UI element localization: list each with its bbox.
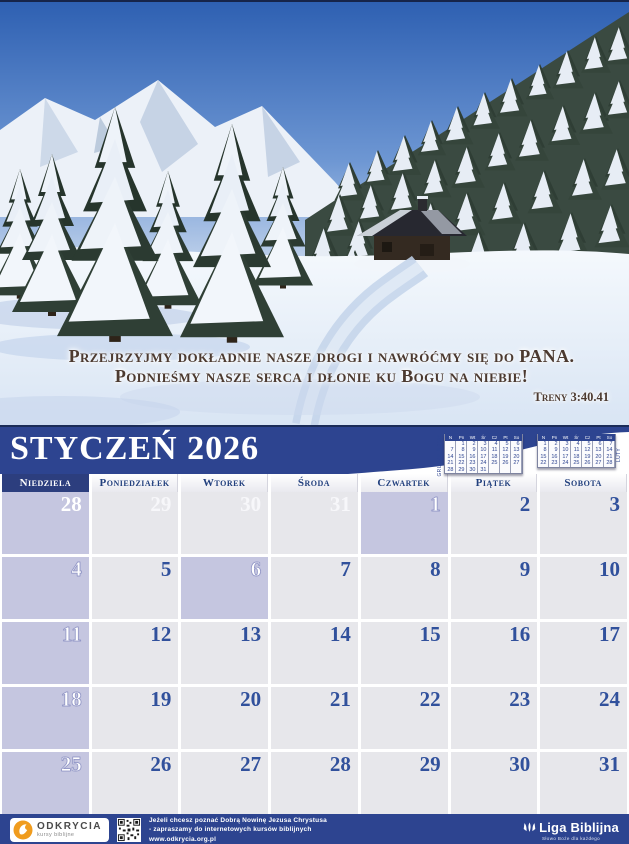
date-cell-normal-22 <box>361 687 448 749</box>
mini-date-cell: 19 <box>500 454 511 461</box>
date-cell-holiday-6 <box>181 557 268 619</box>
mini-date-cell: 3 <box>478 441 489 448</box>
mini-date-cell: 22 <box>538 460 549 467</box>
mini-date-cell: 17 <box>560 454 571 461</box>
date-cell-normal-31 <box>540 752 627 814</box>
date-cell-prev-30 <box>181 492 268 554</box>
date-number: 12 <box>150 622 172 646</box>
mini-date-cell: 26 <box>582 460 593 467</box>
mini-date-cell: 15 <box>456 454 467 461</box>
mini-day-abbr: Wt <box>560 434 571 441</box>
mini-date-cell: 14 <box>604 447 615 454</box>
mini-day-abbr: Pn <box>456 434 467 441</box>
odkrycia-subtitle: kursy biblijne <box>37 832 75 838</box>
mini-day-abbr: N <box>538 434 549 441</box>
mini-calendar-prev <box>437 434 523 477</box>
date-number: 4 <box>71 557 82 581</box>
mini-date-cell: 21 <box>604 454 615 461</box>
date-cell-normal-12 <box>92 622 179 684</box>
mini-day-abbr: Cz <box>582 434 593 441</box>
mini-date-cell: 27 <box>593 460 604 467</box>
date-number: 28 <box>60 492 82 516</box>
date-number: 20 <box>240 687 262 711</box>
date-number: 11 <box>61 622 82 646</box>
mini-calendar-next <box>537 434 623 477</box>
liga-biblijna-logo <box>523 820 619 841</box>
date-cell-normal-21 <box>271 687 358 749</box>
day-header-cell: Poniedziałek <box>92 474 179 492</box>
mini-date-cell: 29 <box>456 467 467 474</box>
calendar-grid <box>0 492 629 814</box>
mini-date-cell: 21 <box>445 460 456 467</box>
mini-date-cell: 4 <box>489 441 500 448</box>
date-number: 25 <box>60 752 82 776</box>
date-cell-normal-23 <box>451 687 538 749</box>
liga-biblijna-logo-icon <box>523 822 536 833</box>
date-cell-sunday-11 <box>2 622 89 684</box>
mini-day-abbr: So <box>604 434 615 441</box>
liga-biblijna-name: Liga Biblijna <box>539 819 619 835</box>
date-number: 3 <box>609 492 620 516</box>
date-number: 5 <box>160 557 172 581</box>
date-number: 31 <box>329 492 351 516</box>
mini-date-cell: 2 <box>549 441 560 448</box>
quote-reference: Treny 3:40.41 <box>533 390 609 404</box>
date-number: 30 <box>509 752 531 776</box>
date-cell-normal-3 <box>540 492 627 554</box>
mini-day-abbr: So <box>511 434 522 441</box>
mini-date-cell: 6 <box>511 441 522 448</box>
mini-date-cell: 8 <box>456 447 467 454</box>
mini-date-cell: 18 <box>489 454 500 461</box>
mini-date-cell <box>511 467 522 474</box>
odkrycia-name: ODKRYCIA <box>37 820 102 832</box>
date-cell-normal-30 <box>451 752 538 814</box>
mini-date-cell: 23 <box>549 460 560 467</box>
date-cell-normal-24 <box>540 687 627 749</box>
date-number: 31 <box>599 752 620 776</box>
date-number: 18 <box>60 687 82 711</box>
mini-date-cell: 27 <box>511 460 522 467</box>
mini-date-cell: 9 <box>549 447 560 454</box>
mini-day-abbr: N <box>445 434 456 441</box>
mini-date-cell: 4 <box>571 441 582 448</box>
mini-date-cell: 12 <box>582 447 593 454</box>
mini-date-cell: 1 <box>538 441 549 448</box>
mini-calendar-next-label: LUTY <box>616 448 622 463</box>
date-number: 2 <box>519 492 531 516</box>
day-header-cell: Sobota <box>540 474 627 492</box>
date-number: 29 <box>419 752 441 776</box>
liga-biblijna-tagline: Słowo Boże dla każdego <box>542 835 601 841</box>
date-cell-normal-17 <box>540 622 627 684</box>
mini-date-cell: 3 <box>560 441 571 448</box>
mini-date-cell: 30 <box>467 467 478 474</box>
date-number: 10 <box>599 557 620 581</box>
mini-date-cell: 20 <box>593 454 604 461</box>
mini-date-cell: 13 <box>593 447 604 454</box>
mini-date-cell: 17 <box>478 454 489 461</box>
mini-date-cell: 7 <box>445 447 456 454</box>
month-title: STYCZEŃ 2026 <box>10 430 260 467</box>
month-title-band <box>0 427 629 477</box>
date-number: 29 <box>150 492 172 516</box>
mini-date-cell: 25 <box>571 460 582 467</box>
date-cell-normal-26 <box>92 752 179 814</box>
date-number: 19 <box>150 687 172 711</box>
bible-quote <box>30 347 613 405</box>
date-cell-prev-31 <box>271 492 358 554</box>
mini-date-cell: 26 <box>500 460 511 467</box>
mini-date-cell: 18 <box>571 454 582 461</box>
day-header-cell: Środa <box>271 474 358 492</box>
quote-line-1: Przejrzyjmy dokładnie nasze drogi i nawróćmy się do PANA. <box>68 346 575 367</box>
date-cell-prev-29 <box>92 492 179 554</box>
date-cell-sunday-18 <box>2 687 89 749</box>
mini-date-cell: 22 <box>456 460 467 467</box>
date-cell-normal-28 <box>271 752 358 814</box>
footer-info <box>149 816 327 844</box>
date-cell-normal-29 <box>361 752 448 814</box>
date-cell-normal-15 <box>361 622 448 684</box>
mini-date-cell: 24 <box>560 460 571 467</box>
date-number: 9 <box>519 557 531 581</box>
date-cell-normal-2 <box>451 492 538 554</box>
qr-code <box>117 818 141 842</box>
winter-photo <box>0 2 629 427</box>
date-cell-normal-7 <box>271 557 358 619</box>
day-of-week-header <box>0 474 629 492</box>
mini-date-cell: 2 <box>467 441 478 448</box>
date-cell-normal-19 <box>92 687 179 749</box>
date-number: 26 <box>150 752 172 776</box>
mini-calendar-prev-grid <box>444 434 523 474</box>
date-number: 8 <box>430 557 441 581</box>
date-cell-normal-8 <box>361 557 448 619</box>
mini-calendars <box>437 434 623 477</box>
mini-day-abbr: Wt <box>467 434 478 441</box>
mini-day-abbr: Cz <box>489 434 500 441</box>
date-cell-sunday-4 <box>2 557 89 619</box>
mini-day-abbr: Pn <box>549 434 560 441</box>
mini-date-cell: 19 <box>582 454 593 461</box>
day-header-cell: Wtorek <box>181 474 268 492</box>
mini-date-cell: 10 <box>560 447 571 454</box>
date-cell-prev-sunday-28 <box>2 492 89 554</box>
date-number: 28 <box>329 752 351 776</box>
mini-date-cell: 5 <box>500 441 511 448</box>
mini-day-abbr: Pt <box>593 434 604 441</box>
footer-info-line-1: Jeżeli chcesz poznać Dobrą Nowinę Jezusa Chrystusa <box>148 816 327 824</box>
mini-day-abbr: Śr <box>571 434 582 441</box>
date-number: 21 <box>329 687 351 711</box>
date-cell-normal-20 <box>181 687 268 749</box>
mini-date-cell: 28 <box>604 460 615 467</box>
date-cell-sunday-25 <box>2 752 89 814</box>
mini-date-cell: 1 <box>456 441 467 448</box>
date-number: 23 <box>509 687 531 711</box>
mini-date-cell <box>500 467 511 474</box>
date-number: 17 <box>599 622 620 646</box>
date-cell-holiday-1 <box>361 492 448 554</box>
odkrycia-logo <box>10 818 109 842</box>
mini-date-cell: 25 <box>489 460 500 467</box>
date-number: 22 <box>419 687 441 711</box>
date-cell-normal-14 <box>271 622 358 684</box>
date-number: 16 <box>509 622 531 646</box>
date-number: 27 <box>240 752 262 776</box>
day-header-cell: Czwartek <box>361 474 448 492</box>
mini-date-cell: 6 <box>593 441 604 448</box>
day-header-cell: Niedziela <box>2 474 89 492</box>
mini-date-cell: 9 <box>467 447 478 454</box>
mini-date-cell: 12 <box>500 447 511 454</box>
mini-date-cell: 31 <box>478 467 489 474</box>
mini-day-abbr: Pt <box>500 434 511 441</box>
mini-date-cell: 16 <box>549 454 560 461</box>
mini-date-cell: 23 <box>467 460 478 467</box>
quote-line-2: Podnieśmy nasze serca i dłonie ku Bogu na niebie! <box>114 366 529 387</box>
mini-date-cell: 11 <box>489 447 500 454</box>
date-number: 1 <box>430 492 441 516</box>
date-number: 14 <box>329 622 351 646</box>
mini-date-cell: 5 <box>582 441 593 448</box>
odkrycia-logo-icon <box>13 820 33 840</box>
date-number: 30 <box>240 492 262 516</box>
footer-bar <box>0 814 629 844</box>
mini-date-cell: 20 <box>511 454 522 461</box>
footer-info-url: www.odkrycia.org.pl <box>148 835 217 843</box>
date-cell-normal-27 <box>181 752 268 814</box>
mini-date-cell: 16 <box>467 454 478 461</box>
date-number: 24 <box>599 687 620 711</box>
mini-date-cell: 10 <box>478 447 489 454</box>
date-number: 6 <box>250 557 262 581</box>
date-cell-normal-16 <box>451 622 538 684</box>
mini-date-cell: 11 <box>571 447 582 454</box>
mini-date-cell: 8 <box>538 447 549 454</box>
date-number: 15 <box>419 622 441 646</box>
mini-calendar-prev-label: GRUDZIEŃ 2025 <box>437 434 443 477</box>
footer-info-line-2: - zapraszamy do internetowych kursów biblijnych <box>148 826 312 834</box>
mini-date-cell <box>489 467 500 474</box>
date-cell-normal-13 <box>181 622 268 684</box>
date-cell-normal-9 <box>451 557 538 619</box>
mini-date-cell: 24 <box>478 460 489 467</box>
mini-date-cell: 14 <box>445 454 456 461</box>
date-number: 7 <box>340 557 351 581</box>
date-cell-normal-5 <box>92 557 179 619</box>
mini-day-abbr: Śr <box>478 434 489 441</box>
day-header-cell: Piątek <box>451 474 538 492</box>
mini-calendar-next-grid <box>537 434 616 468</box>
mini-date-cell: 15 <box>538 454 549 461</box>
mini-date-cell: 13 <box>511 447 522 454</box>
date-number: 13 <box>240 622 262 646</box>
mini-date-cell: 28 <box>445 467 456 474</box>
date-cell-normal-10 <box>540 557 627 619</box>
mini-date-cell: 7 <box>604 441 615 448</box>
